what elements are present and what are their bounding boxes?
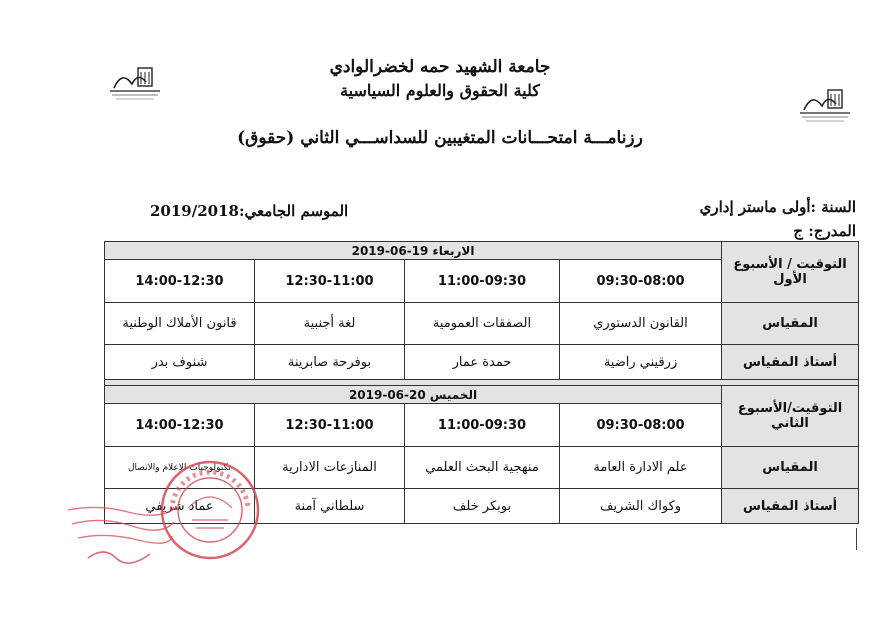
time-slot: 11:00-09:30 [405,404,560,447]
subject-cell: منهجية البحث العلمي [405,447,560,489]
subject-row [105,303,859,345]
time-slot: 11:00-09:30 [405,260,560,303]
row-header-professor: أستاذ المقياس [722,345,859,380]
row-header-time: التوقيت/الأسبوع الثاني [722,386,859,447]
day-row [105,242,859,260]
signature-icon [58,498,178,568]
page-title: رزنامـــة امتحـــانات المتغيبين للسداســـي الثاني (حقوق) [237,128,643,148]
university-logo-icon [798,84,852,126]
time-slot: 12:30-11:00 [255,404,405,447]
professor-cell: زرقيني راضية [560,345,722,380]
academic-season: الموسم الجامعي:2019/2018 [150,202,349,220]
university-logo-icon [108,62,162,104]
professor-cell: شنوف بدر [105,345,255,380]
professor-cell: بوفرحة صابرينة [255,345,405,380]
time-slot: 14:00-12:30 [105,404,255,447]
subject-cell: قانون الأملاك الوطنية [105,303,255,345]
amphitheater: المدرج: ج [793,222,856,240]
subject-cell: الصفقات العمومية [405,303,560,345]
professor-cell: حمدة عمار [405,345,560,380]
study-year: السنة :أولى ماستر إداري [699,198,856,216]
subject-cell: لغة أجنبية [255,303,405,345]
professor-cell: عماد شريفي [105,489,255,524]
row-header-subject: المقياس [722,447,859,489]
row-header-professor: أستاذ المقياس [722,489,859,524]
border-line [856,528,857,550]
time-slot: 09:30-08:00 [560,404,722,447]
university-name: جامعة الشهيد حمه لخضرالوادي [329,57,551,77]
time-slot: 12:30-11:00 [255,260,405,303]
row-header-subject: المقياس [722,303,859,345]
time-slot: 14:00-12:30 [105,260,255,303]
professor-cell: بوبكر خلف [405,489,560,524]
faculty-name: كلية الحقوق والعلوم السياسية [340,81,540,100]
day-label: الخميس 20-06-2019 [105,386,722,404]
time-slot: 09:30-08:00 [560,260,722,303]
professor-row [105,345,859,380]
day-label: الاربعاء 19-06-2019 [105,242,722,260]
row-header-time: التوقيت / الأسبوع الأول [722,242,859,303]
day-row [105,386,859,404]
subject-cell: القانون الدستوري [560,303,722,345]
subject-cell: علم الادارة العامة [560,447,722,489]
subject-cell: تكنولوجيات الاعلام والاتصال [105,447,255,489]
professor-cell: وكواك الشريف [560,489,722,524]
subject-cell: المنازعات الادارية [255,447,405,489]
professor-cell: سلطاني آمنة [255,489,405,524]
